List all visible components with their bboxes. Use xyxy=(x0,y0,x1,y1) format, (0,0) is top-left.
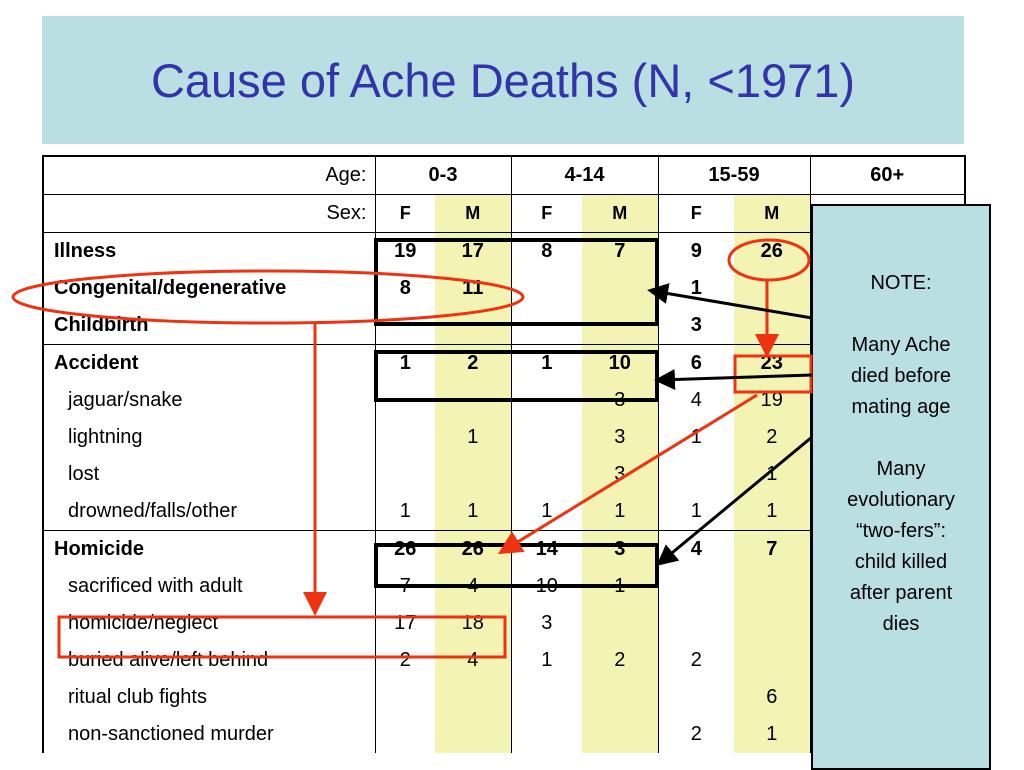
value-cell: 2 xyxy=(734,419,810,456)
value-cell: 4 xyxy=(435,642,511,679)
value-cell xyxy=(734,605,810,642)
row-label: ritual club fights xyxy=(43,679,375,716)
value-cell: 1 xyxy=(658,419,734,456)
value-cell xyxy=(375,679,435,716)
value-cell: 1 xyxy=(658,493,734,531)
value-cell: 1 xyxy=(734,716,810,753)
value-cell xyxy=(658,605,734,642)
value-cell: 9 xyxy=(658,233,734,271)
value-cell: 3 xyxy=(582,382,658,419)
row-label: Homicide xyxy=(43,531,375,569)
slide-title: Cause of Ache Deaths (N, <1971) xyxy=(150,53,856,107)
note-text-line: evolutionary xyxy=(847,489,955,511)
value-cell: 14 xyxy=(511,531,582,569)
value-cell: 17 xyxy=(435,233,511,271)
age-header-row xyxy=(43,156,965,195)
note-box xyxy=(811,204,991,770)
row-label: jaguar/snake xyxy=(43,382,375,419)
row-label: Congenital/degenerative xyxy=(43,270,375,307)
value-cell: 11 xyxy=(435,270,511,307)
value-cell: 26 xyxy=(734,233,810,271)
value-cell xyxy=(582,679,658,716)
value-cell: 7 xyxy=(375,568,435,605)
value-cell: 1 xyxy=(658,270,734,307)
value-cell: 1 xyxy=(511,493,582,531)
value-cell: 8 xyxy=(375,270,435,307)
value-cell: 4 xyxy=(658,531,734,569)
value-cell: 3 xyxy=(582,456,658,493)
value-cell: 1 xyxy=(435,493,511,531)
value-cell xyxy=(658,456,734,493)
value-cell: 6 xyxy=(658,345,734,383)
value-cell xyxy=(375,419,435,456)
row-label: Illness xyxy=(43,233,375,271)
value-cell xyxy=(435,679,511,716)
row-label: sacrificed with adult xyxy=(43,568,375,605)
value-cell xyxy=(511,456,582,493)
sex-header-cell: F xyxy=(375,195,435,233)
value-cell xyxy=(435,307,511,345)
note-text-line: mating age xyxy=(851,396,951,418)
value-cell: 10 xyxy=(582,345,658,383)
value-cell xyxy=(734,307,810,345)
row-label: drowned/falls/other xyxy=(43,493,375,531)
value-cell: 19 xyxy=(734,382,810,419)
row-label: homicide/neglect xyxy=(43,605,375,642)
value-cell: 1 xyxy=(582,493,658,531)
value-cell: 7 xyxy=(734,531,810,569)
value-cell xyxy=(511,419,582,456)
age-label: Age: xyxy=(43,156,375,195)
sex-header-cell: F xyxy=(658,195,734,233)
value-cell: 4 xyxy=(435,568,511,605)
value-cell xyxy=(658,679,734,716)
value-cell: 17 xyxy=(375,605,435,642)
age-group-header: 60+ xyxy=(810,156,965,195)
value-cell: 1 xyxy=(511,345,582,383)
value-cell xyxy=(435,716,511,753)
age-group-header: 4-14 xyxy=(511,156,658,195)
value-cell: 2 xyxy=(582,642,658,679)
value-cell: 3 xyxy=(658,307,734,345)
value-cell: 2 xyxy=(435,345,511,383)
value-cell: 3 xyxy=(511,605,582,642)
value-cell xyxy=(582,307,658,345)
value-cell xyxy=(375,716,435,753)
row-label: lightning xyxy=(43,419,375,456)
value-cell: 1 xyxy=(375,493,435,531)
note-text-line: Many xyxy=(876,458,926,480)
value-cell xyxy=(435,456,511,493)
value-cell: 3 xyxy=(582,531,658,569)
value-cell: 2 xyxy=(375,642,435,679)
row-label: buried alive/left behind xyxy=(43,642,375,679)
value-cell xyxy=(435,382,511,419)
row-label: lost xyxy=(43,456,375,493)
age-group-header: 0-3 xyxy=(375,156,511,195)
value-cell xyxy=(511,270,582,307)
value-cell: 1 xyxy=(511,642,582,679)
value-cell: 10 xyxy=(511,568,582,605)
value-cell: 4 xyxy=(658,382,734,419)
value-cell: 18 xyxy=(435,605,511,642)
value-cell xyxy=(734,568,810,605)
sex-label: Sex: xyxy=(43,195,375,233)
value-cell: 7 xyxy=(582,233,658,271)
value-cell xyxy=(375,382,435,419)
value-cell: 6 xyxy=(734,679,810,716)
note-text-line: dies xyxy=(882,613,920,635)
value-cell xyxy=(375,307,435,345)
value-cell: 8 xyxy=(511,233,582,271)
note-text-line: Many Ache xyxy=(851,334,951,356)
value-cell: 2 xyxy=(658,642,734,679)
note-text-line: child killed xyxy=(854,551,948,573)
age-group-header: 15-59 xyxy=(658,156,810,195)
note-heading: NOTE: xyxy=(870,272,932,294)
note-text-line: after parent xyxy=(849,582,953,604)
value-cell: 1 xyxy=(582,568,658,605)
value-cell xyxy=(375,456,435,493)
value-cell: 26 xyxy=(375,531,435,569)
value-cell: 26 xyxy=(435,531,511,569)
value-cell: 1 xyxy=(375,345,435,383)
value-cell xyxy=(511,679,582,716)
note-text-line: died before xyxy=(850,365,952,387)
value-cell: 2 xyxy=(658,716,734,753)
row-label: Childbirth xyxy=(43,307,375,345)
sex-header-cell: M xyxy=(582,195,658,233)
value-cell: 19 xyxy=(375,233,435,271)
sex-header-cell: M xyxy=(734,195,810,233)
row-label: Accident xyxy=(43,345,375,383)
value-cell xyxy=(658,568,734,605)
value-cell xyxy=(582,716,658,753)
note-text-line: “two-fers”: xyxy=(856,520,946,542)
sex-header-cell: F xyxy=(511,195,582,233)
value-cell xyxy=(511,382,582,419)
value-cell xyxy=(582,605,658,642)
value-cell xyxy=(511,307,582,345)
value-cell: 1 xyxy=(435,419,511,456)
value-cell: 1 xyxy=(734,493,810,531)
value-cell: 23 xyxy=(734,345,810,383)
value-cell xyxy=(734,642,810,679)
value-cell xyxy=(511,716,582,753)
value-cell xyxy=(582,270,658,307)
value-cell: 3 xyxy=(582,419,658,456)
value-cell xyxy=(734,270,810,307)
title-banner xyxy=(42,16,964,144)
value-cell: 1 xyxy=(734,456,810,493)
sex-header-cell: M xyxy=(435,195,511,233)
row-label: non-sanctioned murder xyxy=(43,716,375,753)
